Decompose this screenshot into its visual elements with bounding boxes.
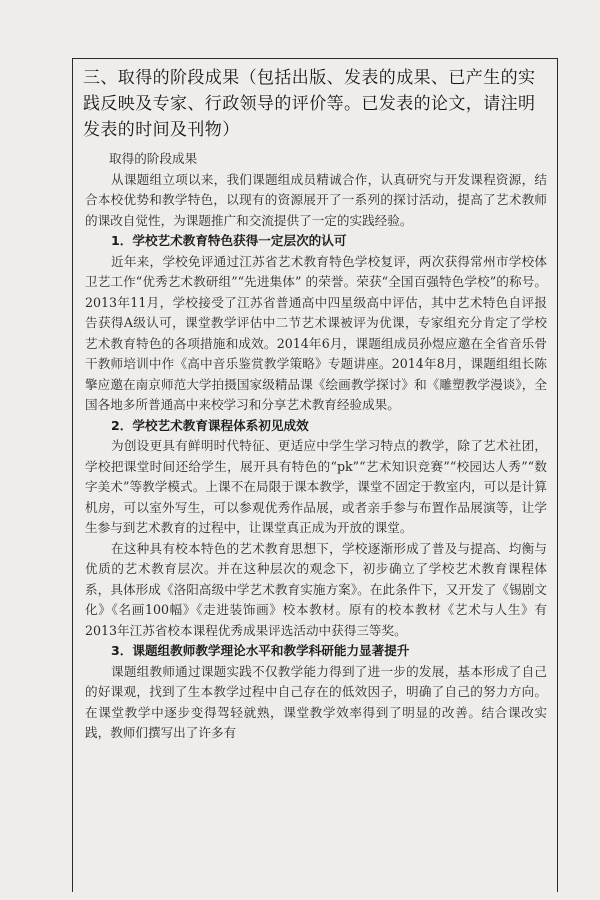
subheading-2: 2．学校艺术教育课程体系初见成效: [111, 417, 309, 433]
paragraph-3: 在这种具有校本特色的艺术教育思想下，学校逐渐形成了普及与提高、均衡与优质的艺术教育层次。并在这种层次的观念下，初步确立了学校艺术教育课程体系，具体形成《洛阳高级中学艺术教育实施方案》。在此条件下，又开发了《锡剧文化》《名画100幅》《走进装饰画》校本教材。原有的校本教材《艺术与人生》有2013年江苏省校本课程优秀成果评选活动中获得三等奖。: [85, 540, 547, 638]
subheading-3: 3．课题组教师教学理论水平和教学科研能力显著提升: [111, 643, 410, 658]
intro-paragraph: 从课题组立项以来，我们课题组成员精诚合作，认真研究与开发课程资源，结合本校优势和教学特色，以现有的资源展开了一系列的探讨活动，提高了艺术教师的课改自觉性，为课题推广和交流提供了一定的实践经验。: [85, 171, 547, 228]
paragraph-1: 近年来，学校免评通过江苏省艺术教育特色学校复评，两次获得常州市学校体卫艺工作“优秀艺术教研组”“先进集体” 的荣誉。荣获“全国百强特色学校”的称号。2013年11月，学校接受了江苏省普通高中四星级高中评估，其中艺术特色自评报告获得A级认可，课堂教学评估中二节艺术课被评为优课，专家组充分肯定了学校艺术教育特色的各项措施和成效。2014年6月，课题组成员孙煜应邀在全省音乐骨干教师培训中作《高中音乐鉴赏教学策略》专题讲座。2014年8月，课题组组长陈擎应邀在南京师范大学拍摄国家级精品课《绘画教学探讨》和《雕塑教学漫谈》，全国各地多所普通高中来校学习和分享艺术教育经验成果。: [85, 253, 547, 412]
paragraph-4: 课题组教师通过课题实践不仅教学能力得到了进一步的发展，基本形成了自己的好课观，找到了生本教学过程中自己存在的低效因子，明确了自己的努力方向。在课堂教学中逐步变得驾轻就熟，课堂教学效率得到了明显的改善。结合课改实践，教师们撰写出了许多有: [85, 663, 547, 740]
subheading-1: 1．学校艺术教育特色获得一定层次的认可: [111, 233, 347, 248]
paragraph-2: 为创设更具有鲜明时代特征、更适应中学生学习特点的教学，除了艺术社团，学校把课堂时间还给学生，展开具有特色的“pk”“艺术知识竞赛”“校园达人秀”“数字美术”等教学模式。上课不在局限于课本教学，课堂不固定于教室内，可以是计算机房，可以室外写生，可以参观优秀作品展，或者亲手参与布置作品展演等，让学生参与到艺术教育的过程中，让课堂真正成为开放的课堂。: [85, 438, 547, 535]
form-table-frame: [72, 58, 558, 892]
content-area: [85, 149, 547, 744]
results-label: 取得的阶段成果: [109, 151, 198, 166]
section-heading: 三、取得的阶段成果（包括出版、发表的成果、已产生的实践反映及专家、行政领导的评价等。已发表的论文，请注明发表的时间及刊物）: [83, 68, 536, 140]
